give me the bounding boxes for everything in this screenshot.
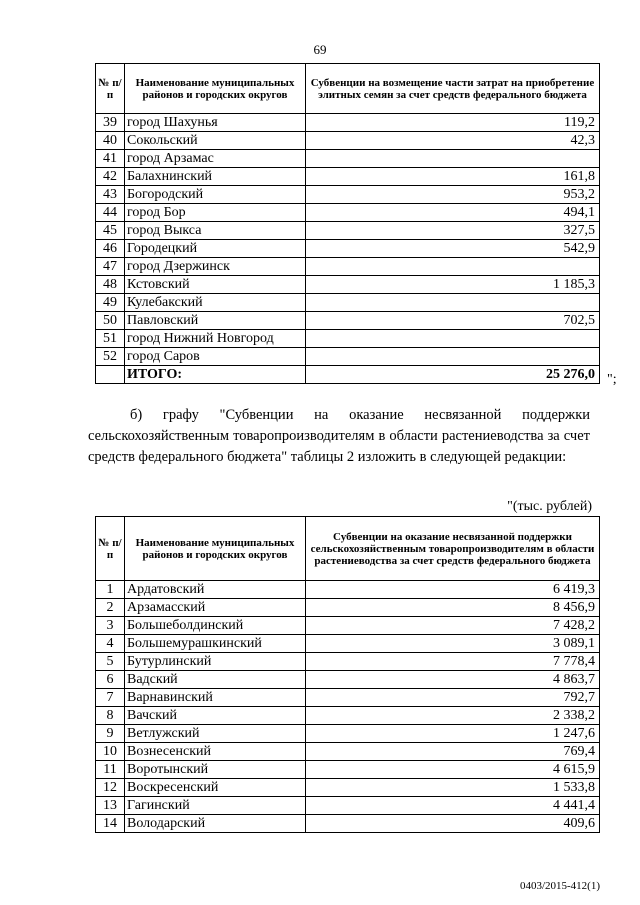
subsidy-value: 6 419,3 [306, 581, 600, 599]
table-row [96, 114, 600, 132]
municipality-name: Большеболдинский [125, 617, 306, 635]
row-number: 47 [96, 258, 125, 276]
municipality-name: Богородский [125, 186, 306, 204]
table-row [96, 797, 600, 815]
subsidy-value: 769,4 [306, 743, 600, 761]
row-number: 2 [96, 599, 125, 617]
municipality-name: Балахнинский [125, 168, 306, 186]
table-row [96, 168, 600, 186]
header-value: Субвенции на возмещение части затрат на приобретение элитных семян за счет средств федерального бюджета [306, 64, 600, 114]
municipality-name: город Нижний Новгород [125, 330, 306, 348]
row-number: 10 [96, 743, 125, 761]
municipality-name: Воскресенский [125, 779, 306, 797]
subsidy-value: 792,7 [306, 689, 600, 707]
subsidy-value: 7 778,4 [306, 653, 600, 671]
table-row [96, 599, 600, 617]
subsidy-value: 7 428,2 [306, 617, 600, 635]
row-number: 39 [96, 114, 125, 132]
table-row [96, 276, 600, 294]
subsidy-value: 702,5 [306, 312, 600, 330]
table-row [96, 132, 600, 150]
row-number: 5 [96, 653, 125, 671]
table-row [96, 761, 600, 779]
subsidy-value: 409,6 [306, 815, 600, 833]
row-number: 3 [96, 617, 125, 635]
row-number: 7 [96, 689, 125, 707]
municipality-name: Гагинский [125, 797, 306, 815]
municipality-name: Кулебакский [125, 294, 306, 312]
subsidy-value: 1 247,6 [306, 725, 600, 743]
subsidy-value: 2 338,2 [306, 707, 600, 725]
total-label: ИТОГО: [125, 366, 306, 384]
table-row [96, 258, 600, 276]
total-row [96, 366, 600, 384]
subsidy-value: 494,1 [306, 204, 600, 222]
table-row [96, 707, 600, 725]
table-row [96, 312, 600, 330]
row-number: 6 [96, 671, 125, 689]
municipality-name: Володарский [125, 815, 306, 833]
table-row [96, 150, 600, 168]
municipality-name: город Дзержинск [125, 258, 306, 276]
subsidy-value: 4 615,9 [306, 761, 600, 779]
table-row [96, 186, 600, 204]
table-body [96, 114, 600, 366]
row-number: 46 [96, 240, 125, 258]
row-number: 1 [96, 581, 125, 599]
row-number: 14 [96, 815, 125, 833]
subsidy-value: 161,8 [306, 168, 600, 186]
row-number: 44 [96, 204, 125, 222]
header-value: Субвенции на оказание несвязанной поддержки сельскохозяйственным товаропроизводителям в области растениеводства за счет средств федерального бюджета [306, 517, 600, 581]
row-number: 52 [96, 348, 125, 366]
municipality-name: Павловский [125, 312, 306, 330]
table-row [96, 581, 600, 599]
closing-mark: "; [607, 372, 617, 387]
subsidy-value: 42,3 [306, 132, 600, 150]
row-number: 40 [96, 132, 125, 150]
table-row [96, 743, 600, 761]
table-row [96, 617, 600, 635]
subsidy-value [306, 330, 600, 348]
header-name: Наименование муниципальных районов и городских округов [125, 517, 306, 581]
municipality-name: город Выкса [125, 222, 306, 240]
subsidy-value: 4 863,7 [306, 671, 600, 689]
table-row [96, 635, 600, 653]
municipality-name: Арзамасский [125, 599, 306, 617]
subsidy-value: 4 441,4 [306, 797, 600, 815]
header-num: № п/п [96, 64, 125, 114]
table-row [96, 330, 600, 348]
subsidy-value: 119,2 [306, 114, 600, 132]
amendment-paragraph: б) графу "Субвенции на оказание несвязанной поддержки сельскохозяйственным товаропроизводителям в области растениеводства за счет средств федерального бюджета" таблицы 2 изложить в следующей редакции: [88, 407, 590, 465]
municipality-name: Городецкий [125, 240, 306, 258]
row-number: 42 [96, 168, 125, 186]
table-elite-seeds [95, 63, 600, 384]
municipality-name: Варнавинский [125, 689, 306, 707]
municipality-name: город Шахунья [125, 114, 306, 132]
row-number: 13 [96, 797, 125, 815]
municipality-name: Бутурлинский [125, 653, 306, 671]
table-body [96, 581, 600, 833]
municipality-name: Вачский [125, 707, 306, 725]
subsidy-value: 8 456,9 [306, 599, 600, 617]
municipality-name: Воротынский [125, 761, 306, 779]
table-row [96, 671, 600, 689]
row-number: 4 [96, 635, 125, 653]
municipality-name: Ветлужский [125, 725, 306, 743]
municipality-name: город Саров [125, 348, 306, 366]
municipality-name: город Арзамас [125, 150, 306, 168]
subsidy-value: 953,2 [306, 186, 600, 204]
row-number: 48 [96, 276, 125, 294]
unit-note: "(тыс. рублей) [507, 499, 592, 514]
municipality-name: Вознесенский [125, 743, 306, 761]
subsidy-value [306, 294, 600, 312]
subsidy-value [306, 258, 600, 276]
table-row [96, 348, 600, 366]
row-number: 49 [96, 294, 125, 312]
row-number: 8 [96, 707, 125, 725]
row-number: 51 [96, 330, 125, 348]
row-number: 11 [96, 761, 125, 779]
municipality-name: Ардатовский [125, 581, 306, 599]
table-row [96, 815, 600, 833]
table-row [96, 240, 600, 258]
row-number: 9 [96, 725, 125, 743]
total-num [96, 366, 125, 384]
municipality-name: город Бор [125, 204, 306, 222]
document-number: 0403/2015-412(1) [519, 880, 600, 892]
table-crop-support [95, 516, 600, 833]
table-row [96, 725, 600, 743]
header-num: № п/п [96, 517, 125, 581]
table-row [96, 204, 600, 222]
row-number: 12 [96, 779, 125, 797]
row-number: 45 [96, 222, 125, 240]
table-row [96, 689, 600, 707]
header-name: Наименование муниципальных районов и городских округов [125, 64, 306, 114]
table-row [96, 294, 600, 312]
subsidy-value: 542,9 [306, 240, 600, 258]
row-number: 50 [96, 312, 125, 330]
table-row [96, 222, 600, 240]
subsidy-value: 1 185,3 [306, 276, 600, 294]
subsidy-value: 3 089,1 [306, 635, 600, 653]
subsidy-value: 327,5 [306, 222, 600, 240]
table-row [96, 653, 600, 671]
municipality-name: Большемурашкинский [125, 635, 306, 653]
subsidy-value: 1 533,8 [306, 779, 600, 797]
subsidy-value [306, 348, 600, 366]
total-value: 25 276,0 [306, 366, 600, 384]
page-number: 69 [313, 42, 327, 57]
table-row [96, 779, 600, 797]
municipality-name: Кстовский [125, 276, 306, 294]
row-number: 41 [96, 150, 125, 168]
subsidy-value [306, 150, 600, 168]
municipality-name: Вадский [125, 671, 306, 689]
municipality-name: Сокольский [125, 132, 306, 150]
row-number: 43 [96, 186, 125, 204]
